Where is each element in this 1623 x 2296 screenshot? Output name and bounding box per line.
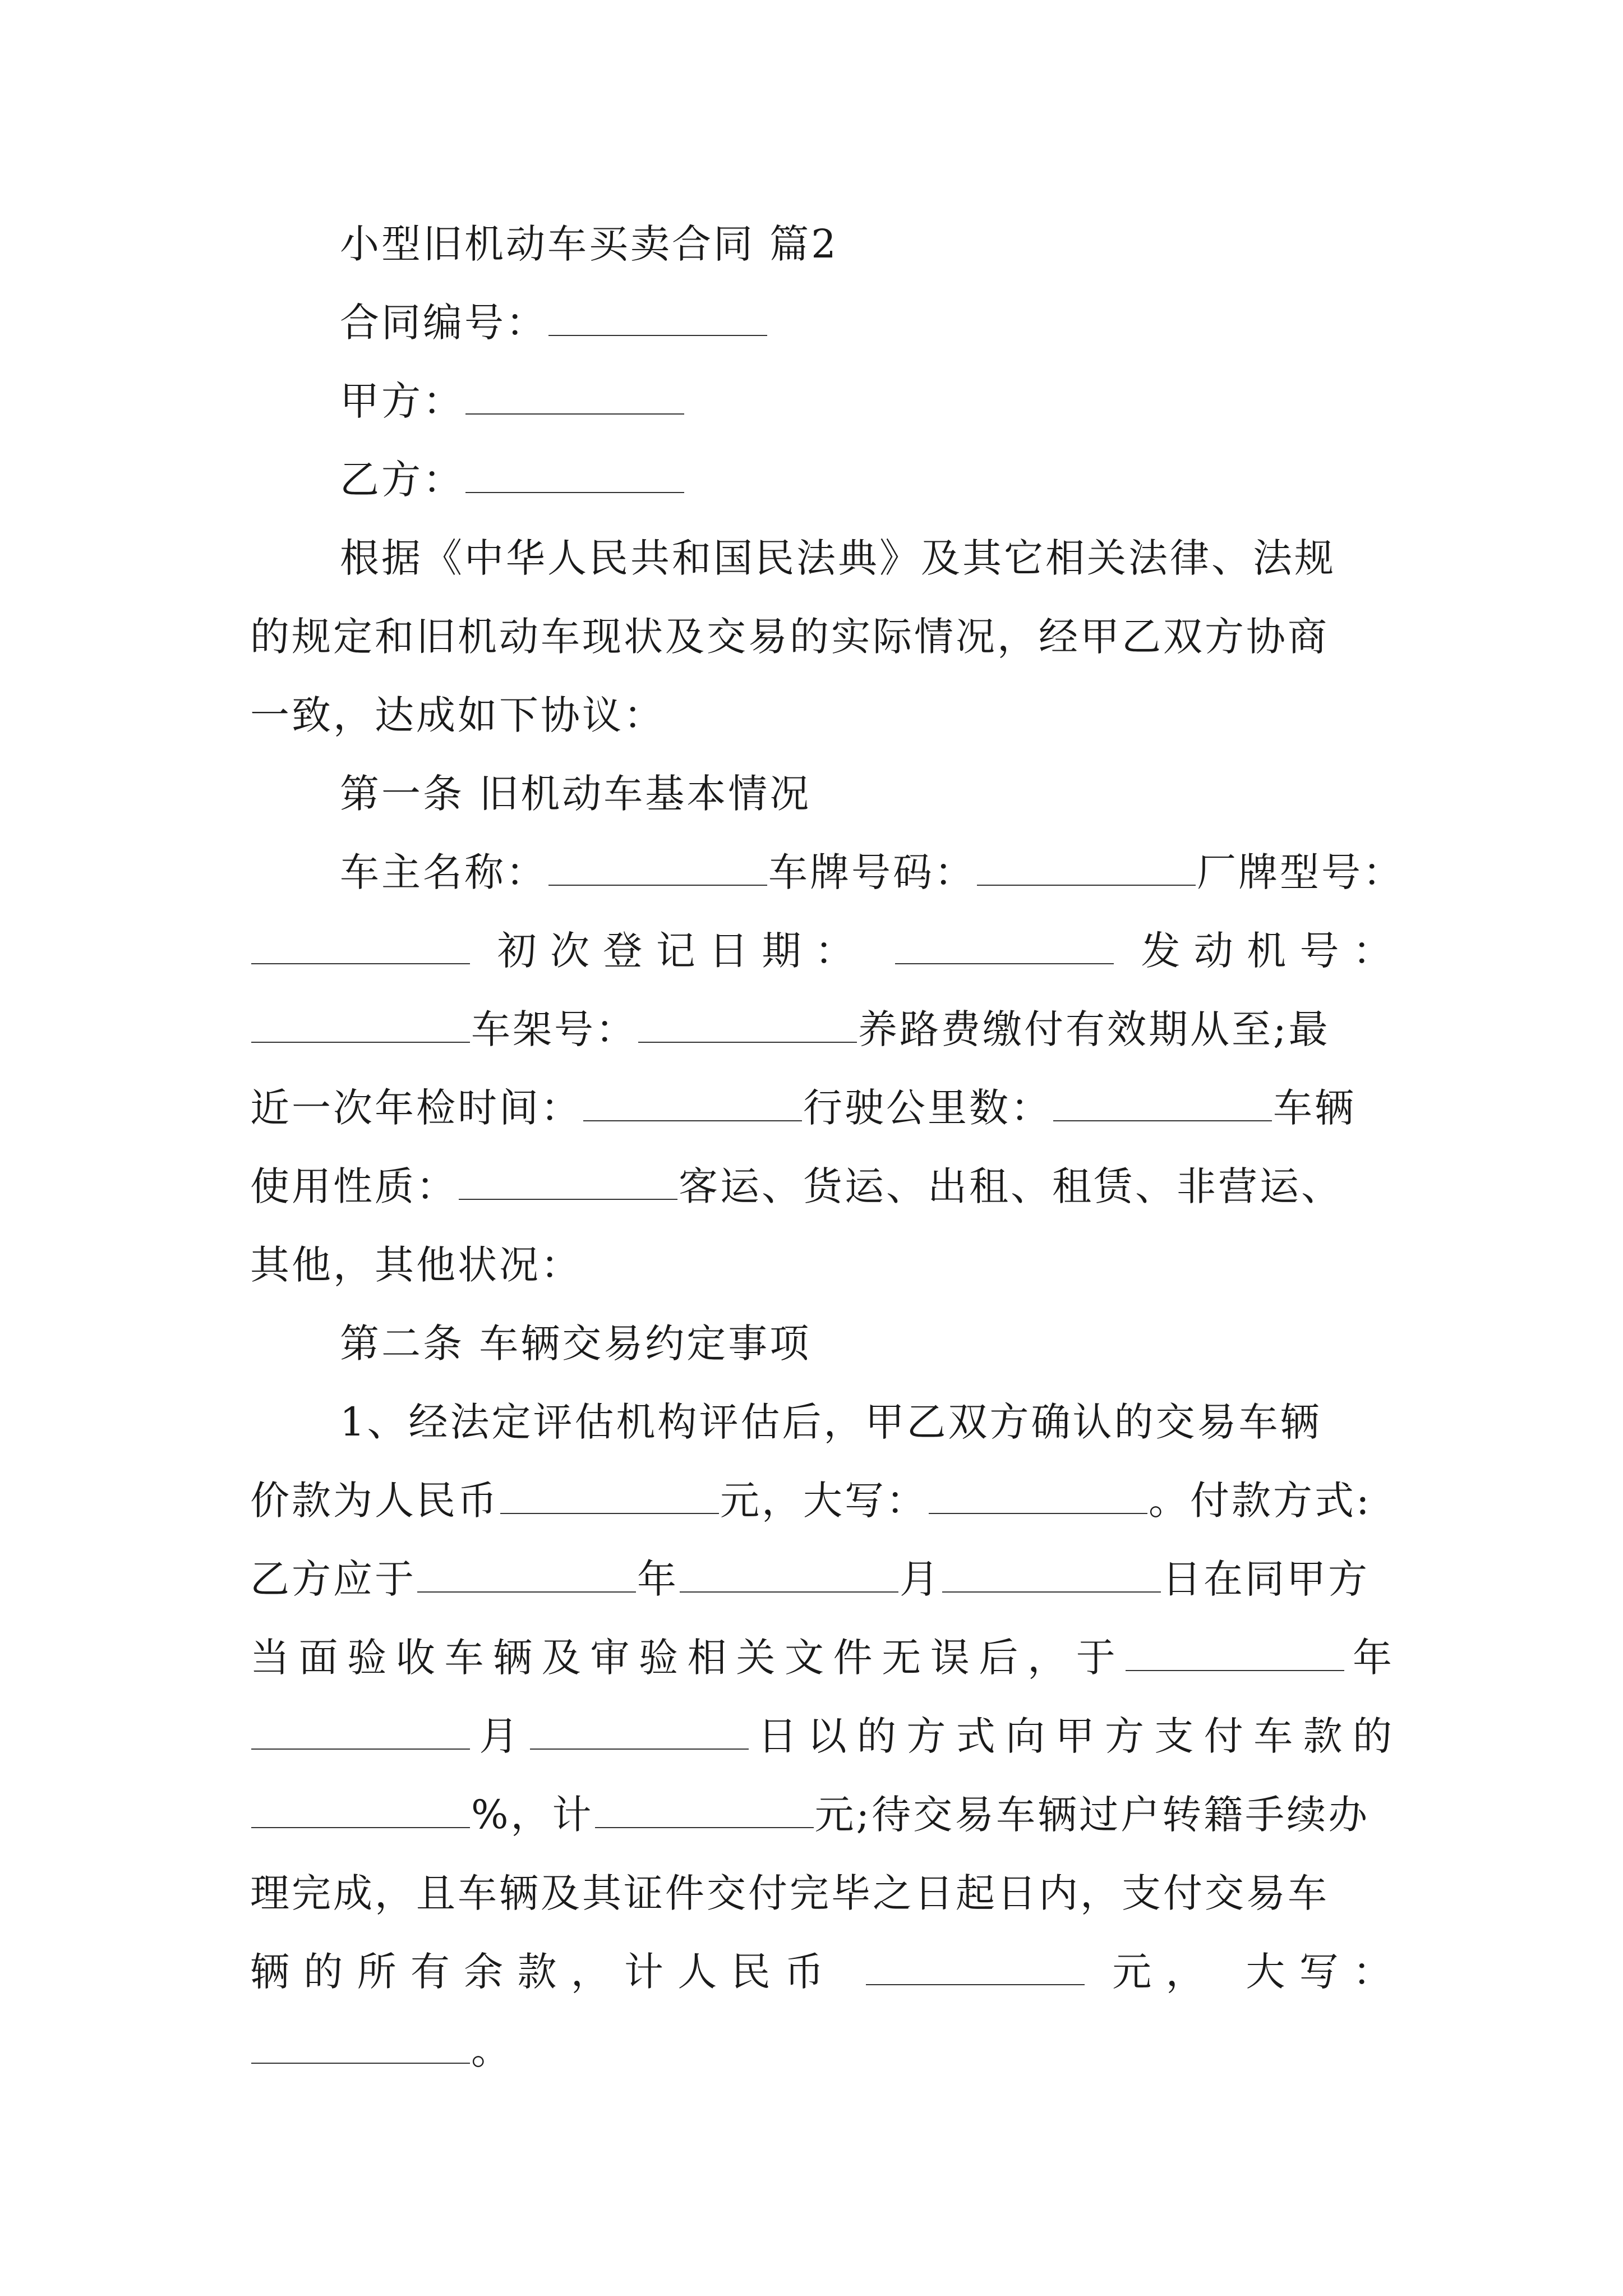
plate-label: 车牌号码： xyxy=(768,849,976,895)
intro-text-3: 一致，达成如下协议： xyxy=(250,692,665,738)
day-pay-text: 日以的方式向甲方支付车款的 xyxy=(749,1713,1395,1759)
b-should-text: 乙方应于 xyxy=(250,1556,416,1602)
article1-heading-text: 第一条 旧机动车基本情况 xyxy=(340,771,811,817)
owner-blank xyxy=(548,853,767,886)
contract-number-label: 合同编号： xyxy=(340,300,547,346)
frame-label: 车架号： xyxy=(471,1006,637,1052)
contract-number-line xyxy=(250,283,1394,362)
mileage-label: 行驶公里数： xyxy=(803,1085,1052,1131)
owner-label: 车主名称： xyxy=(340,849,547,895)
usage-label: 使用性质： xyxy=(250,1163,458,1209)
price-blank xyxy=(500,1481,719,1514)
brand-label: 厂牌型号： xyxy=(1197,849,1404,895)
article2-line-4 xyxy=(250,1618,1394,1697)
remain-amount-blank xyxy=(866,1953,1085,1985)
month-text-1: 月 xyxy=(900,1556,941,1602)
last-check-blank xyxy=(583,1089,802,1121)
usage-options: 客运、货运、出租、租赁、非营运、 xyxy=(679,1163,1343,1209)
intro-text-1: 根据《中华人民共和国民法典》及其它相关法律、法规 xyxy=(340,535,1336,581)
road-fee-text: 养路费缴付有效期从至;最 xyxy=(858,1006,1330,1052)
article2-line-6 xyxy=(250,1775,1394,1854)
article1-line-2 xyxy=(250,912,1394,990)
amount-blank xyxy=(595,1796,814,1828)
article2-line-8 xyxy=(250,1932,1394,2011)
document-title xyxy=(250,205,1394,283)
year-text-2: 年 xyxy=(1345,1635,1395,1681)
article1-line-1 xyxy=(250,833,1404,912)
remain-daxie-blank xyxy=(251,2031,470,2064)
brand-blank xyxy=(251,932,470,964)
price-daxie-blank xyxy=(929,1481,1147,1514)
price-label: 价款为人民币 xyxy=(250,1478,499,1524)
intro-line-2 xyxy=(250,597,1394,676)
article2-heading-text: 第二条 车辆交易约定事项 xyxy=(340,1320,811,1366)
article2-line-5 xyxy=(250,1697,1394,1775)
first-reg-label: 初次登记日期： xyxy=(497,928,868,974)
party-b-blank xyxy=(465,461,684,493)
day-blank-1 xyxy=(942,1560,1161,1593)
year-text-1: 年 xyxy=(637,1556,679,1602)
last-check-label: 近一次年检时间： xyxy=(250,1085,582,1131)
article1-line-6 xyxy=(250,1226,1394,1304)
article2-p1-text: 1、经法定评估机构评估后，甲乙双方确认的交易车辆 xyxy=(340,1399,1322,1445)
yuan-comma-text: 元， xyxy=(1112,1949,1219,1995)
article1-line-4 xyxy=(250,1069,1394,1147)
percent-ji-text: %，计 xyxy=(471,1792,594,1838)
article2-line-3 xyxy=(250,1540,1394,1618)
complete-text: 理完成，且车辆及其证件交付完毕之日起日内，支付交易车 xyxy=(250,1870,1329,1916)
article1-heading xyxy=(250,754,1394,833)
vehicle-label: 车辆 xyxy=(1273,1085,1356,1131)
mileage-blank xyxy=(1053,1089,1272,1121)
daxie-text: 大写： xyxy=(1246,1949,1394,1995)
intro-text-2: 的规定和旧机动车现状及交易的实际情况，经甲乙双方协商 xyxy=(250,614,1329,660)
intro-line-1 xyxy=(250,519,1394,597)
plate-blank xyxy=(977,853,1196,886)
engine-blank xyxy=(251,1010,470,1043)
party-a-line xyxy=(250,362,1394,440)
usage-blank xyxy=(459,1167,677,1200)
party-b-label: 乙方： xyxy=(340,457,464,503)
engine-label: 发动机号： xyxy=(1141,928,1394,974)
first-reg-blank xyxy=(895,932,1114,964)
year-blank-1 xyxy=(417,1560,636,1593)
percent-blank xyxy=(251,1796,470,1828)
party-a-blank xyxy=(465,382,684,415)
month-blank-2 xyxy=(251,1717,470,1750)
article2-line-1 xyxy=(250,1383,1394,1461)
party-a-label: 甲方： xyxy=(340,378,464,424)
transfer-text: 元;待交易车辆过户转籍手续办 xyxy=(814,1792,1370,1838)
article2-line-2 xyxy=(250,1461,1394,1540)
contract-number-blank xyxy=(548,303,767,336)
article2-heading xyxy=(250,1304,1394,1383)
article2-line-7 xyxy=(250,1854,1394,1932)
frame-blank xyxy=(638,1010,857,1043)
inspect-text: 当面验收车辆及审验相关文件无误后，于 xyxy=(250,1635,1125,1681)
intro-line-3 xyxy=(250,676,1394,754)
article1-line-5 xyxy=(250,1147,1394,1226)
month-blank-1 xyxy=(680,1560,898,1593)
year-blank-2 xyxy=(1126,1639,1344,1671)
party-b-line xyxy=(250,440,1394,519)
remain-text: 辆的所有余款，计人民币 xyxy=(250,1949,838,1995)
month-text-2: 月 xyxy=(471,1713,529,1759)
article1-line-3 xyxy=(250,990,1394,1069)
article2-line-9 xyxy=(250,2011,1394,2090)
day-blank-2 xyxy=(530,1717,749,1750)
period-text: 。 xyxy=(471,2027,513,2073)
payment-label: 。付款方式: xyxy=(1149,1478,1372,1524)
other-text: 其他，其他状况： xyxy=(250,1242,582,1288)
yuan-daxie: 元，大写： xyxy=(720,1478,928,1524)
day-meet-text: 日在同甲方 xyxy=(1162,1556,1370,1602)
title-text: 小型旧机动车买卖合同 篇2 xyxy=(340,221,838,267)
